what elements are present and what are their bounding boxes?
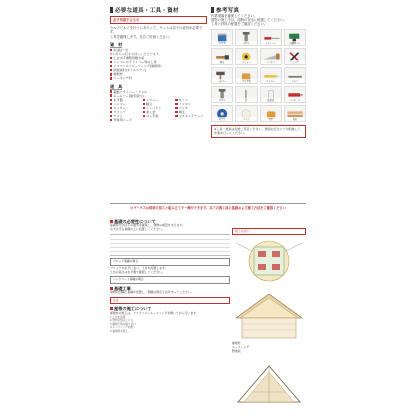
materials-heading: 資 材 (110, 41, 123, 47)
tool-photo-caption: 接着剤 (261, 98, 281, 102)
bullet-icon (110, 103, 112, 105)
bullet-icon (143, 99, 145, 101)
tool-photo-grid (211, 29, 306, 122)
reference-photos-column (211, 6, 306, 138)
bullet-icon (110, 57, 112, 59)
bullet-icon (175, 115, 177, 117)
tool-item: ホールソー(換気扇穴) (110, 94, 207, 98)
tool-item: クランプ (110, 110, 142, 114)
bullet-icon (110, 73, 112, 75)
section-divider (110, 203, 306, 204)
bullet-icon (175, 111, 177, 113)
intro-line: セルフビルドを行うにあたって、キットは以下の道具が必要です。 (110, 26, 203, 35)
tool-photo (235, 67, 257, 84)
tool-photo-caption: コーキング (285, 98, 305, 102)
step-item: 5 屋根材を施工 (110, 329, 129, 333)
bullet-icon (143, 111, 145, 113)
heading-square-icon (110, 307, 113, 310)
intro-box-label: 必ず用意するもの (113, 18, 140, 22)
tool-photo-caption: ドライバー (261, 41, 281, 45)
tool-photo (211, 67, 233, 84)
tool-photo (284, 67, 306, 84)
foundation-work-heading: 基礎工事 (110, 286, 230, 291)
tool-photo (260, 48, 282, 65)
tool-photo (260, 105, 282, 122)
step-item: 3 屋根下地を取り付け (110, 322, 136, 326)
tool-photo (260, 29, 282, 46)
bullet-icon (110, 49, 112, 51)
tool-photo (260, 86, 282, 103)
tool-photo-caption: ゴム手袋 (236, 79, 256, 83)
tool-item: 脚立 (143, 102, 175, 106)
roof-heading: 屋根の施工について (110, 306, 230, 311)
material-item: 釘(鉄)一式 (110, 48, 207, 52)
tool-photo-caption: ボルト (236, 41, 256, 45)
tool-item: 電動ドライバー・ドリル (110, 90, 207, 94)
tool-photo (284, 105, 306, 122)
tools-heading: 道 具 (110, 83, 123, 89)
tool-photo-caption: 軍手 (261, 117, 281, 121)
tool-item: ノコギリ (175, 102, 207, 106)
photo-intro-line: 作業現場を確保してください。 (211, 14, 258, 18)
foundation-section (110, 217, 230, 334)
tool-item: ゴム手袋 (143, 114, 175, 118)
roof-label: ルーフィング (232, 345, 249, 349)
tools-materials-column (110, 6, 207, 122)
flow-box: 施工の流れ (232, 228, 306, 236)
intro-line: 工具を確保します。各自ご用意ください。 (110, 34, 173, 39)
photo-note: ※工具・道具は別途ご用意ください。周囲の安全に十分配慮して作業を行ってください。 (211, 125, 306, 138)
tool-photo-caption: 釘 (236, 98, 256, 102)
tool-photo (235, 105, 257, 122)
intro-box (110, 16, 207, 24)
step-item: 4 ルーフィングを敷く (110, 326, 136, 330)
bullet-icon (110, 65, 112, 67)
tool-photo-caption: 丸ノコ (212, 117, 232, 121)
material-item: ハンマーやドライバー等の工具 (110, 60, 207, 64)
construction-diagrams (232, 226, 306, 408)
tool-photo (284, 29, 306, 46)
foundation-layout-diagram (232, 237, 306, 285)
material-item: 防腐塗料(オイルステン) (110, 68, 207, 72)
bullet-icon (110, 115, 112, 117)
tool-photo (284, 86, 306, 103)
bullet-icon (110, 107, 112, 109)
bullet-icon (175, 103, 177, 105)
tool-photo-caption: テープ (236, 117, 256, 121)
tool-photo-caption: メジャー (236, 60, 256, 64)
tool-item: ペンチ (175, 106, 207, 110)
bullet-icon (110, 61, 112, 63)
tool-photo-caption: 電動ドリル (285, 41, 305, 45)
bullet-icon (110, 94, 112, 96)
bullet-icon (110, 119, 112, 121)
tool-grid (110, 98, 207, 118)
step-item: 2 壁材を組み上げる (110, 319, 134, 323)
tool-item: 丸ノコ (175, 98, 207, 102)
tool-item: 刷毛 (175, 110, 207, 114)
block-foundation-box: ブロック基礎の場合 (110, 258, 230, 266)
product-spec-sheet (110, 0, 306, 416)
tool-photo (211, 105, 233, 122)
bullet-icon (110, 77, 112, 79)
roof-text: 屋根材の施工は、アスファルトルーフィングを敷いてから行います。 (110, 310, 199, 315)
warning-banner: ログハウスは部材の加工と組み立てで一棟ができます。以下の施工前に基礎および施工方法をご確認ください (130, 206, 286, 210)
roof-label: 屋根材 (232, 341, 241, 346)
bullet-icon (110, 99, 112, 101)
foundation-text: 必ず水平な基礎の上に設置してください。 (110, 227, 165, 232)
foundation-work-text: 建物の四隅に基礎を設置し、間隔は規定寸法を守ってください。 (110, 290, 194, 295)
roof-layer-diagram (232, 358, 306, 408)
title-bar-icon (110, 7, 113, 13)
bullet-icon (175, 99, 177, 101)
tool-photo-caption: ペンチ (285, 60, 305, 64)
bullet-icon (143, 115, 145, 117)
block-foundation-text: 土台の高さは水平器で確認してください。 (110, 270, 165, 274)
tool-item: ヤスリ (110, 114, 142, 118)
tool-photo (284, 48, 306, 65)
tool-photo (211, 86, 233, 103)
tool-photo-caption: カッター (261, 79, 281, 83)
tool-photo (235, 29, 257, 46)
tool-photo (211, 29, 233, 46)
bullet-icon (143, 107, 145, 109)
concrete-foundation-box: コンクリート基礎の場合 (110, 276, 230, 284)
tool-photo (260, 67, 282, 84)
tool-item: マスキングテープ (175, 114, 207, 118)
tool-photo-caption: 資材 (285, 117, 305, 121)
bullet-icon (110, 69, 112, 71)
tool-item: カッター (110, 106, 142, 110)
tool-photo-caption: ヤスリ (285, 79, 305, 83)
tool-photo (235, 48, 257, 65)
tool-photo-caption: ボルト (212, 98, 232, 102)
material-note: ※お持ちの釘をお使いいただけます。 (110, 51, 162, 56)
foundation-text: 基礎部分が床下の通気を確保し、建物の重量を支えます。 (110, 223, 185, 228)
section-title-tools: 必要な道具・工具・資材 (110, 6, 207, 14)
caution-box: 注意 (110, 297, 230, 305)
tool-photo-caption: ペンキ (212, 41, 232, 45)
material-item: コーキング材 (110, 76, 207, 80)
roof-section-diagram (232, 288, 306, 342)
section-title-photos: 参考写真 (211, 6, 306, 14)
step-item: 1 土台を設置 (110, 315, 126, 319)
block-foundation-text: ブロックを水平に並べ、土台を設置します。 (110, 266, 168, 271)
title-bar-icon (211, 7, 214, 13)
bullet-icon (175, 107, 177, 109)
bullet-icon (110, 90, 112, 92)
material-item: 土台水平調整用敷き板 (110, 56, 207, 60)
tool-item: 差し金 (143, 110, 175, 114)
tool-photo (235, 86, 257, 103)
tool-photo-caption: ノコギリ (261, 60, 281, 64)
foundation-heading: 基礎の必要性について (110, 219, 230, 224)
tool-item: インパクト (143, 106, 175, 110)
material-item: 屋根材 (110, 72, 207, 76)
tool-photo-caption: 刷毛 (212, 60, 232, 64)
bullet-icon (110, 111, 112, 113)
bullet-icon (143, 103, 145, 105)
photo-intro-line: 工具と材料の配置をご確認ください。 (211, 22, 268, 27)
photo-intro-line: 建物の施工中は、周囲の安全に配慮してください。 (211, 18, 287, 23)
tool-item: ハンマー (110, 102, 142, 106)
material-item: アスファルトルーフィング(屋根用) (110, 64, 207, 68)
tool-photo-caption: ハンマー (212, 79, 232, 83)
tool-item: メジャー (143, 98, 175, 102)
tool-item: 作業用コード (110, 118, 207, 122)
tool-item: 水平器 (110, 98, 142, 102)
roof-label: 野地板 (232, 348, 241, 353)
foundation-illustration (110, 234, 230, 256)
tool-photo (211, 48, 233, 65)
